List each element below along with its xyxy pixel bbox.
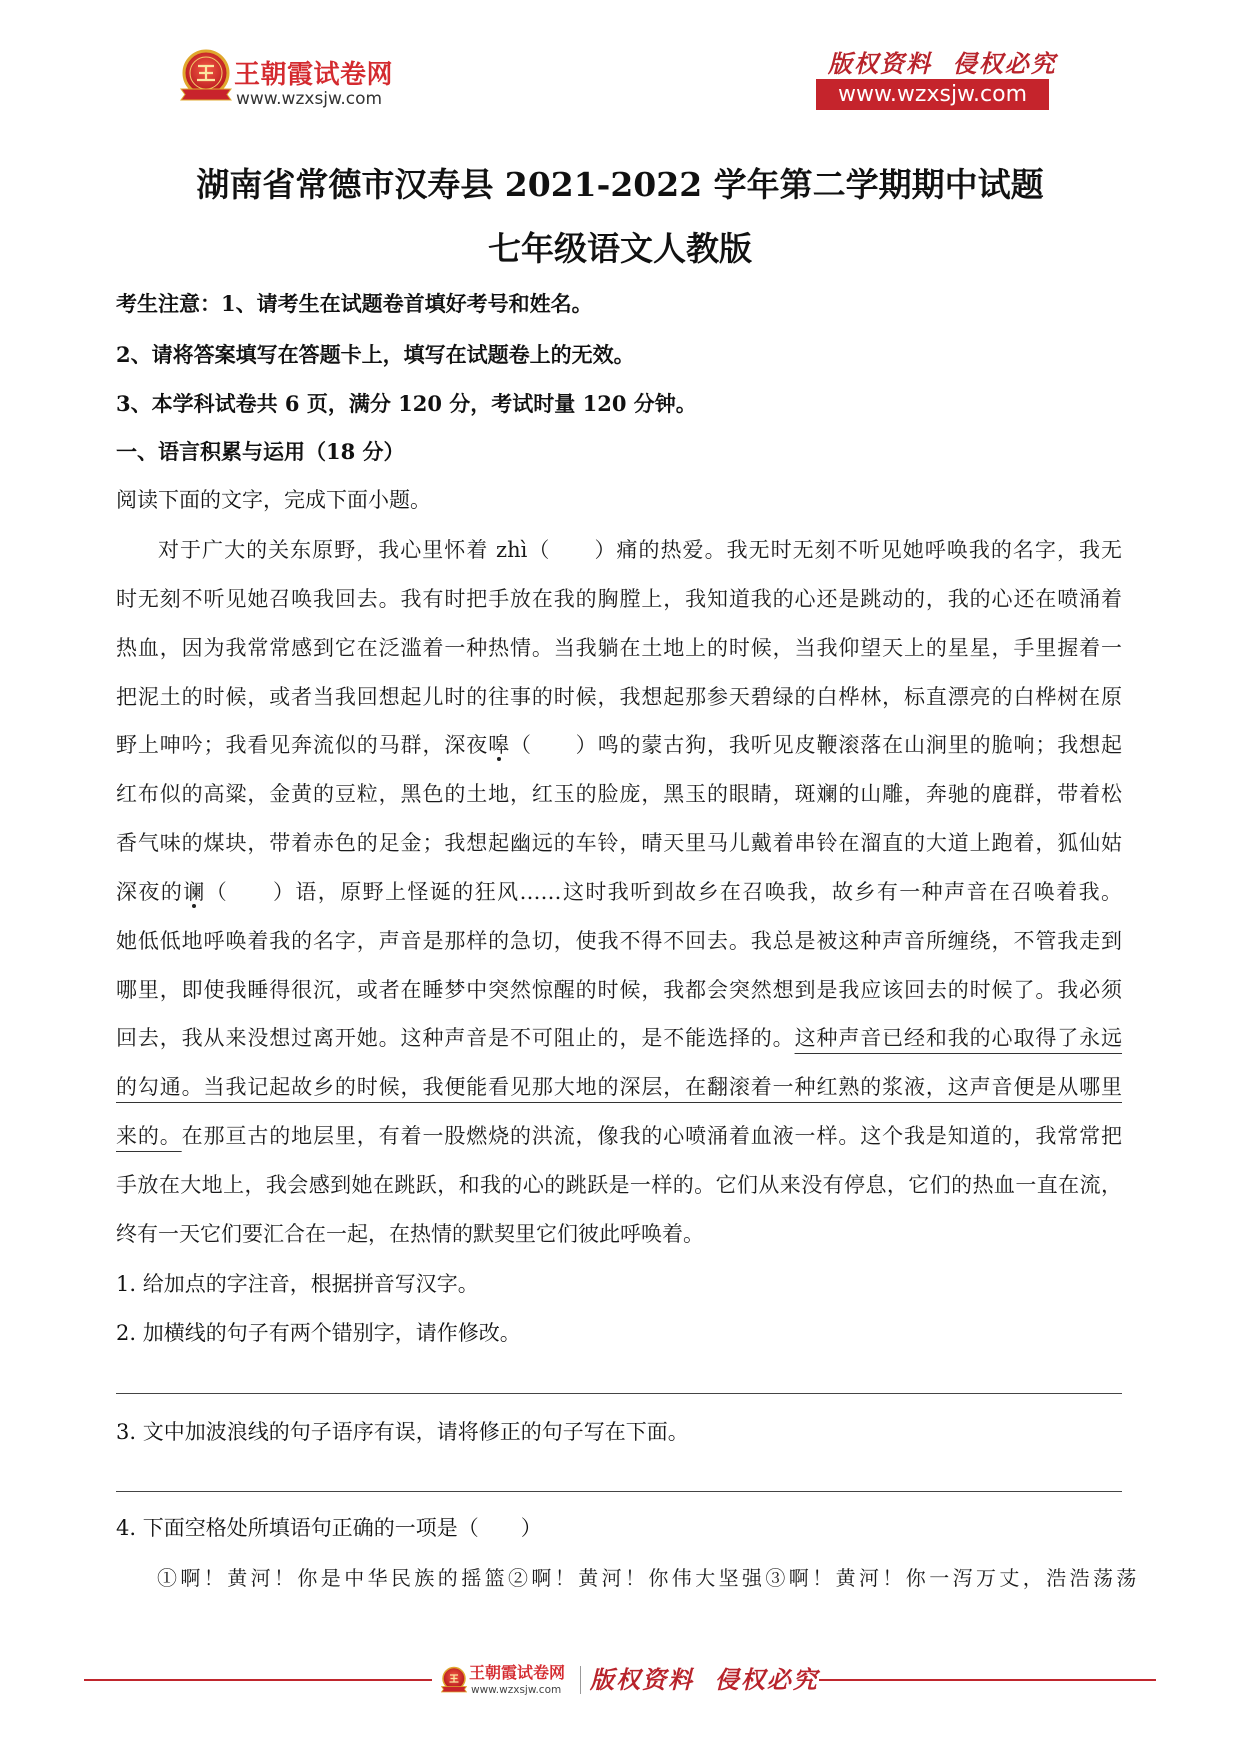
url-banner (816, 79, 1049, 110)
dotted-character: 谰 (183, 879, 206, 904)
brand-url: www.wzxsjw.com (236, 89, 383, 109)
passage-text: 她低低地呼唤着我的名字，声音是那样的急切，使我不得不回去。我总是被这种声音所缠绕，不管我走到 (116, 928, 1122, 953)
passage-text: 在那亘古的地层里，有着一股燃烧的洪流，像我的心喷涌着血液一样。这个我是知道的，我常常把 (181, 1124, 1123, 1149)
answer-line (116, 1491, 1122, 1492)
question-4: 4. 下面空格处所填语句正确的一项是（ ） (116, 1516, 542, 1540)
passage-line (116, 721, 1122, 770)
footer-divider (580, 1666, 581, 1694)
underlined-sentence: 的勾通。当我记起故乡的时候，我便能看见那大地的深层，在翻滚着一种红熟的浆液，这声音便是从哪里 (116, 1075, 1122, 1100)
passage-text: 对于广大的关东原野，我心里怀着 zhì（ ）痛的热爱。我无时无刻不听见她呼唤我的名字，我无 (158, 538, 1122, 562)
passage-text: 深夜的 (116, 879, 184, 904)
passage-text: 终有一天它们要汇合在一起，在热情的默契里它们彼此呼唤着。 (116, 1221, 704, 1246)
passage-text: 香气味的煤块，带着赤色的足金；我想起幽远的车铃，晴天里马儿戴着串铃在溜直的大道上跑着，狐仙姑 (116, 831, 1122, 856)
footer-brand-url: www.wzxsjw.com (471, 1684, 562, 1696)
footer-rule-right (819, 1679, 1156, 1681)
passage-line (116, 1210, 1122, 1259)
question-3: 3. 文中加波浪线的句子语序有误，请将修正的句子写在下面。 (116, 1420, 689, 1444)
exam-subtitle: 七年级语文人教版 (488, 229, 752, 268)
footer-brand-name: 王朝霞试卷网 (469, 1663, 566, 1682)
passage-line (116, 917, 1122, 966)
underlined-sentence: 来的。 (116, 1124, 182, 1149)
passage-text: 手放在大地上，我会感到她在跳跃，和我的心的跳跃是一样的。它们从来没有停息，它们的热血一直在流， (116, 1172, 1122, 1197)
logo-emblem-icon (441, 1666, 467, 1695)
logo-emblem-icon (180, 48, 232, 106)
passage-text: 回去，我从来没想过离开她。这种声音是不可阻止的，是不能选择的。 (116, 1026, 795, 1051)
footer-copyright-notice: 版权资料 侵权必究 (590, 1665, 819, 1694)
passage-line (116, 624, 1122, 673)
passage-text: 把泥土的时候，或者当我回想起儿时的往事的时候，我想起那参天碧绿的白桦林，标直漂亮的白桦树在原 (116, 684, 1122, 709)
answer-line (116, 1393, 1122, 1394)
passage-line (116, 819, 1122, 868)
question-2: 2. 加横线的句子有两个错别字，请作修改。 (116, 1321, 521, 1345)
passage-line (116, 526, 1122, 575)
copyright-notice: 版权资料 侵权必究 (828, 49, 1057, 78)
brand-name: 王朝霞试卷网 (234, 60, 394, 90)
question-1: 1. 给加点的字注音，根据拼音写汉字。 (116, 1272, 479, 1296)
passage-text: 时无刻不听见她召唤我回去。我有时把手放在我的胸膛上，我知道我的心还是跳动的，我的心还在喷涌着 (116, 586, 1122, 611)
passage-text: 哪里，即使我睡得很沉，或者在睡梦中突然惊醒的时候，我都会突然想到是我应该回去的时候了。我必须 (116, 977, 1122, 1002)
passage-line (116, 1112, 1122, 1161)
exam-note: 2、请将答案填写在答题卡上，填写在试题卷上的无效。 (116, 342, 635, 367)
option-2: ②啊！黄河！你伟大坚强 (508, 1566, 766, 1590)
passage-text: 野上呻吟；我看见奔流似的马群，深夜 (116, 733, 489, 758)
passage-line (116, 868, 1122, 917)
passage-text: 热血，因为我常常感到它在泛滥着一种热情。当我躺在土地上的时候，当我仰望天上的星星，手里握着一 (116, 635, 1122, 660)
footer-rule-left (84, 1679, 432, 1681)
passage-text: （ ）语，原野上怪诞的狂风……这时我听到故乡在召唤我，故乡有一种声音在召唤着我。 (205, 879, 1123, 904)
question-4-options (157, 1558, 1140, 1598)
passage (116, 526, 1122, 1259)
passage-line (116, 966, 1122, 1015)
exam-note: 3、本学科试卷共 6 页，满分 120 分，考试时量 120 分钟。 (116, 391, 697, 416)
passage-line (116, 673, 1122, 722)
passage-line (116, 1161, 1122, 1210)
reading-instruction: 阅读下面的文字，完成下面小题。 (116, 488, 431, 512)
underlined-sentence: 这种声音已经和我的心取得了永远 (794, 1026, 1123, 1051)
section-heading: 一、语言积累与运用（18 分） (116, 439, 405, 464)
option-1: ①啊！黄河！你是中华民族的摇篮 (157, 1566, 508, 1590)
banner-url: www.wzxsjw.com (837, 82, 1028, 107)
exam-note: 考生注意：1、请考生在试题卷首填好考号和姓名。 (116, 291, 593, 316)
passage-text: （ ）鸣的蒙古狗，我听见皮鞭滚落在山涧里的脆响；我想起 (510, 733, 1123, 758)
passage-line (116, 1063, 1122, 1112)
option-3: ③啊！黄河！你一泻万丈，浩浩荡荡 (765, 1566, 1140, 1590)
passage-line (116, 770, 1122, 819)
passage-line (116, 1014, 1122, 1063)
passage-text: 红布似的高粱，金黄的豆粒，黑色的土地，红玉的脸庞，黑玉的眼睛，斑斓的山雕，奔驰的鹿群，带着松 (116, 782, 1122, 807)
passage-line (116, 575, 1122, 624)
exam-title: 湖南省常德市汉寿县 2021-2022 学年第二学期期中试题 (196, 165, 1044, 204)
dotted-character: 嗥 (488, 733, 511, 758)
